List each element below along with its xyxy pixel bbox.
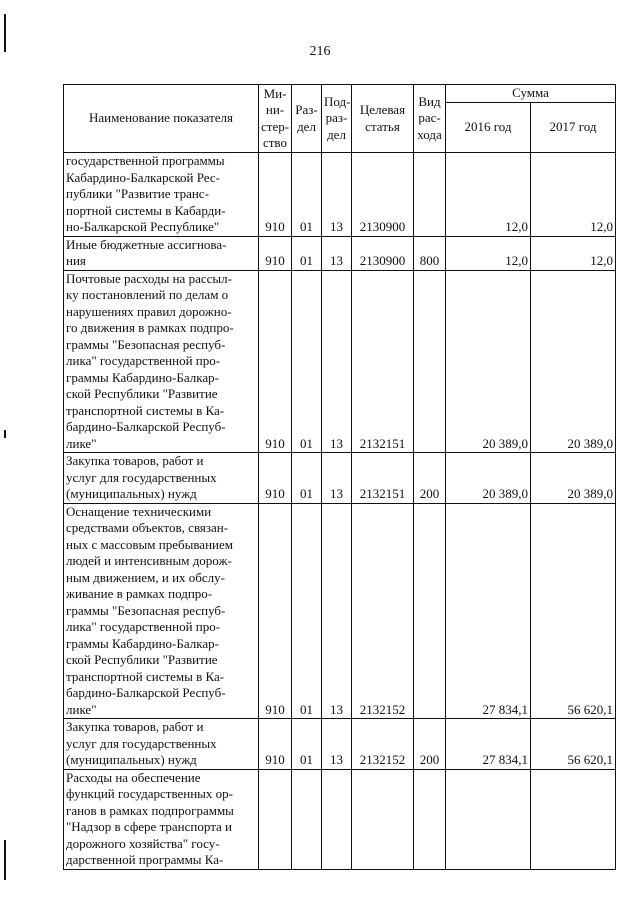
row-2017: 12,0 bbox=[531, 236, 616, 270]
header-year-2016: 2016 год bbox=[446, 103, 531, 153]
row-name: Расходы на обеспечение функций государственных ор- ганов в рамках подпрограммы "Надзор в сфере транспорта и дорожного хозяйства" госу- дарственной программы Ка- bbox=[64, 769, 259, 869]
row-name: государственной программы Кабардино-Балкарской Рес- публики "Развитие транс- портной системы в Кабарди- но-Балкарской Республике" bbox=[64, 153, 259, 237]
row-2016: 27 834,1 bbox=[446, 503, 531, 719]
row-expense bbox=[414, 769, 446, 869]
row-section: 01 bbox=[292, 153, 322, 237]
row-ministry: 910 bbox=[259, 453, 292, 504]
row-ministry: 910 bbox=[259, 503, 292, 719]
row-2017: 56 620,1 bbox=[531, 503, 616, 719]
budget-table bbox=[63, 84, 616, 870]
row-target: 2132152 bbox=[352, 719, 414, 770]
margin-mark-middle bbox=[4, 430, 6, 438]
row-expense bbox=[414, 503, 446, 719]
row-target: 2132152 bbox=[352, 503, 414, 719]
row-ministry: 910 bbox=[259, 270, 292, 453]
table-row bbox=[64, 153, 616, 237]
row-target: 2130900 bbox=[352, 153, 414, 237]
header-year-2017: 2017 год bbox=[531, 103, 616, 153]
row-subsection: 13 bbox=[322, 503, 352, 719]
row-ministry: 910 bbox=[259, 719, 292, 770]
row-2016: 12,0 bbox=[446, 236, 531, 270]
header-section: Раз- дел bbox=[292, 85, 322, 153]
row-section: 01 bbox=[292, 270, 322, 453]
header-name: Наименование показателя bbox=[64, 85, 259, 153]
row-expense bbox=[414, 270, 446, 453]
row-section: 01 bbox=[292, 236, 322, 270]
table-row bbox=[64, 503, 616, 719]
row-name: Иные бюджетные ассигнова- ния bbox=[64, 236, 259, 270]
header-sum: Сумма bbox=[446, 85, 616, 103]
row-2016: 27 834,1 bbox=[446, 719, 531, 770]
row-section bbox=[292, 769, 322, 869]
table-row bbox=[64, 719, 616, 770]
row-section: 01 bbox=[292, 719, 322, 770]
row-2016: 20 389,0 bbox=[446, 453, 531, 504]
row-section: 01 bbox=[292, 503, 322, 719]
row-2016 bbox=[446, 769, 531, 869]
header-ministry: Ми- ни- стер- ство bbox=[259, 85, 292, 153]
row-ministry: 910 bbox=[259, 153, 292, 237]
row-expense: 200 bbox=[414, 453, 446, 504]
row-expense bbox=[414, 153, 446, 237]
header-target: Целевая статья bbox=[352, 85, 414, 153]
row-2017: 56 620,1 bbox=[531, 719, 616, 770]
row-2017 bbox=[531, 769, 616, 869]
table-row bbox=[64, 453, 616, 504]
row-target: 2132151 bbox=[352, 453, 414, 504]
row-2017: 12,0 bbox=[531, 153, 616, 237]
row-ministry: 910 bbox=[259, 236, 292, 270]
row-2016: 20 389,0 bbox=[446, 270, 531, 453]
row-name: Закупка товаров, работ и услуг для государственных (муниципальных) нужд bbox=[64, 453, 259, 504]
row-ministry bbox=[259, 769, 292, 869]
row-subsection: 13 bbox=[322, 453, 352, 504]
row-target: 2130900 bbox=[352, 236, 414, 270]
row-subsection: 13 bbox=[322, 153, 352, 237]
row-section: 01 bbox=[292, 453, 322, 504]
row-target bbox=[352, 769, 414, 869]
header-expense-type: Вид рас- хода bbox=[414, 85, 446, 153]
row-name: Оснащение техническими средствами объектов, связан- ных с массовым пребыванием людей и интенсивным дорож- ным движением, и их обслу- живание в рамках подпро- граммы "Безопасная респуб- лика" государственной про- граммы Кабардино-Балкар- ской Республики "Развитие транспортной системы в Ка- бардино-Балкарской Респуб- лике" bbox=[64, 503, 259, 719]
margin-mark-bottom bbox=[4, 840, 6, 880]
row-2017: 20 389,0 bbox=[531, 453, 616, 504]
row-target: 2132151 bbox=[352, 270, 414, 453]
row-expense: 200 bbox=[414, 719, 446, 770]
table-row bbox=[64, 236, 616, 270]
row-name: Закупка товаров, работ и услуг для государственных (муниципальных) нужд bbox=[64, 719, 259, 770]
row-2017: 20 389,0 bbox=[531, 270, 616, 453]
table-row bbox=[64, 270, 616, 453]
row-subsection: 13 bbox=[322, 719, 352, 770]
row-name: Почтовые расходы на рассыл- ку постановлений по делам о нарушениях правил дорожно- го движения в рамках подпро- граммы "Безопасная респуб- лика" государственной про- граммы Кабардино-Балкар- ской Республики "Развитие транспортной системы в Ка- бардино-Балкарской Респуб- лике" bbox=[64, 270, 259, 453]
row-2016: 12,0 bbox=[446, 153, 531, 237]
row-subsection bbox=[322, 769, 352, 869]
table-row bbox=[64, 769, 616, 869]
page-number: 216 bbox=[309, 44, 331, 59]
row-subsection: 13 bbox=[322, 270, 352, 453]
header-subsection: Под- раз- дел bbox=[322, 85, 352, 153]
row-expense: 800 bbox=[414, 236, 446, 270]
row-subsection: 13 bbox=[322, 236, 352, 270]
